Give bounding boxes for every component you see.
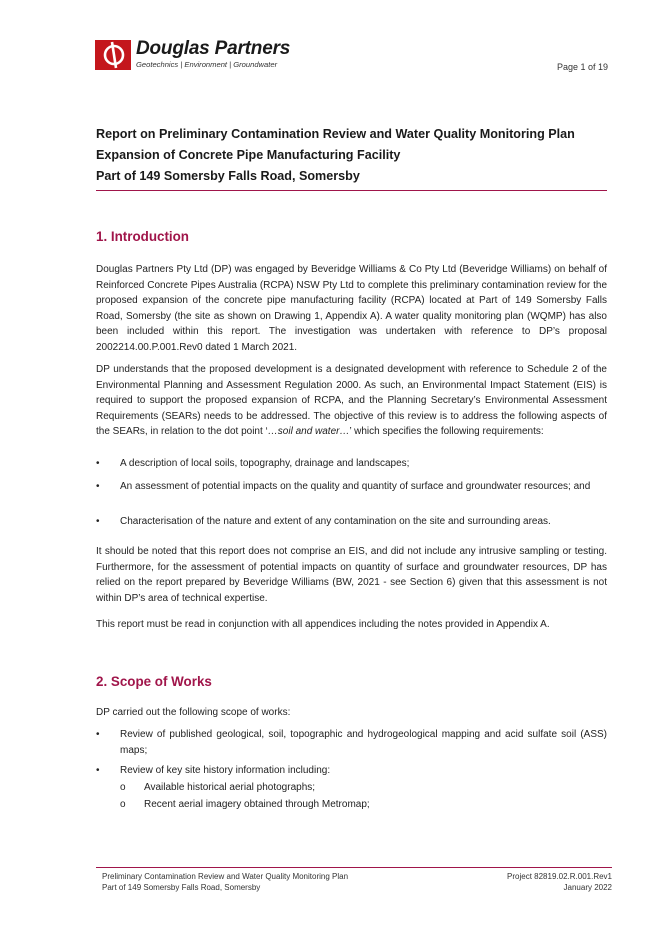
- company-logo: [95, 40, 325, 72]
- footer-project-number: Project 82819.02.R.001.Rev1: [507, 872, 612, 881]
- sub-bullet-marker: o: [120, 799, 126, 810]
- report-title: [96, 124, 607, 191]
- bullet-marker: •: [96, 481, 100, 492]
- bullet-marker: •: [96, 516, 100, 527]
- para2-text: DP understands that the proposed development is a designated development with reference to Schedule 2 of the Environmental Planning and Assessment Regulation 2000. As such, an Environmental Impact Statement (EIS) is required to support the proposed expansion of RCPA, and the Planning Secretary’s Environmental Assessment Requirements (SEARs) needs to be addressed. The objective of this review is to address the following aspects of the SEARs, in relation to the dot point ‘: [96, 364, 607, 438]
- bullet-marker: •: [96, 729, 100, 740]
- sub-bullet-marker: o: [120, 782, 126, 793]
- para2-italic-text: …soil and water…: [267, 426, 350, 438]
- list-item: [96, 763, 607, 779]
- sub-bullet-text: Recent aerial imagery obtained through Metromap;: [144, 799, 370, 810]
- bullet-marker: •: [96, 765, 100, 776]
- scope-intro: DP carried out the following scope of works:: [96, 707, 291, 718]
- title-line-3: Part of 149 Somersby Falls Road, Somersby: [96, 169, 360, 183]
- sub-bullet-text: Available historical aerial photographs;: [144, 782, 316, 793]
- title-line-1: Report on Preliminary Contamination Review and Water Quality Monitoring Plan: [96, 127, 575, 141]
- list-item: [96, 456, 607, 472]
- list-item: [96, 479, 607, 495]
- intro-paragraph-1: Douglas Partners Pty Ltd (DP) was engaged by Beveridge Williams & Co Pty Ltd (Beveridge Williams) on behalf of Reinforced Concrete Pipes Australia (RCPA) NSW Pty Ltd to complete this preliminary contamination review for the proposed expansion of the concrete pipe manufacturing facility (RCPA) located at Part of 149 Somersby Falls Road, Somersby (the site as shown on Drawing 1, Appendix A). A water quality monitoring plan (WQMP) has also been included within this report. The investigation was undertaken with reference to DP’s proposal 2002214.00.P.001.Rev0 dated 1 March 2021.: [96, 264, 607, 353]
- page-number: Page 1 of 19: [556, 62, 608, 72]
- footer-right: [507, 871, 612, 893]
- footer-site-address: Part of 149 Somersby Falls Road, Somersby: [102, 883, 261, 892]
- footer-divider: [96, 867, 612, 868]
- logo-tagline: Geotechnics | Environment | Groundwater: [136, 60, 278, 69]
- list-item: [96, 514, 607, 530]
- intro-paragraph-4: This report must be read in conjunction with all appendices including the notes provided in Appendix A.: [96, 619, 550, 630]
- sub-list-item: [120, 797, 607, 813]
- footer-report-title: Preliminary Contamination Review and Water Quality Monitoring Plan: [102, 872, 349, 881]
- bullet-text: An assessment of potential impacts on the quality and quantity of surface and groundwater resources; and: [120, 481, 591, 492]
- bullet-text: A description of local soils, topography, drainage and landscapes;: [120, 458, 410, 469]
- para2-end-text: ’ which specifies the following requirements:: [349, 426, 544, 438]
- title-line-2: Expansion of Concrete Pipe Manufacturing Facility: [96, 148, 401, 162]
- list-item: [96, 727, 607, 758]
- bullet-text: Review of published geological, soil, topographic and hydrogeological mapping and acid sulfate soil (ASS) maps;: [120, 729, 607, 756]
- section-heading-introduction: 1. Introduction: [96, 229, 189, 244]
- intro-paragraph-2: [96, 362, 607, 440]
- intro-paragraph-3: It should be noted that this report does not comprise an EIS, and did not include any intrusive sampling or testing. Furthermore, for the assessment of potential impacts on quantity of surface and groundwater resources, DP has relied on the report prepared by Beveridge Williams (BW, 2021 - see Section 6) given that this assessment is not within DP’s area of technical expertise.: [96, 546, 607, 604]
- section-heading-scope: 2. Scope of Works: [96, 674, 212, 689]
- bullet-marker: •: [96, 458, 100, 469]
- bullet-text: Characterisation of the nature and extent of any contamination on the site and surrounding areas.: [120, 516, 551, 527]
- dp-logo-icon: [95, 40, 131, 70]
- footer-left: [102, 871, 348, 893]
- bullet-text: Review of key site history information including:: [120, 765, 331, 776]
- sub-list-item: [120, 780, 607, 796]
- footer-date: January 2022: [563, 883, 612, 892]
- logo-name: Douglas Partners: [136, 38, 291, 59]
